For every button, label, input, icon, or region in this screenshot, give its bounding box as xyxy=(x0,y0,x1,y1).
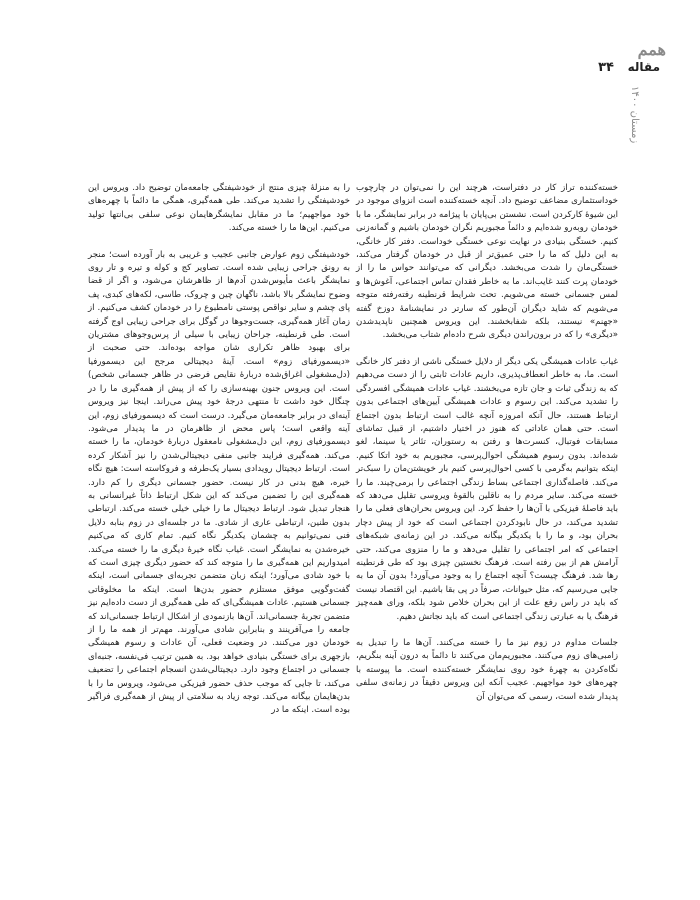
paragraph: جلسات مداوم در زوم نیز ما را خسته می‌کنند. آن‌ها ما را تبدیل به زامبی‌های زوم می‌کنند. مجبوریم‌مان می‌کنند تا دائماً به درون آینه بنگریم، نگاه‌کردن به چهرهٔ خود روی نمایشگر خسته‌کننده است. ما پیوسته با چهره‌های خود مواجهیم. عجیب آنکه این ویروس دقیقاً در زمانه‌ی سلفی پدیدار شده است، رسمی که می‌توان آن xyxy=(356,638,618,702)
magazine-logo: همم xyxy=(637,40,666,59)
paragraph: را به منزلهٔ چیزی منتج از خودشیفتگی جامعه‌مان توضیح داد. ویروس این خودشیفتگی را تشدید می‌کند. طی همه‌گیری، همگی ما دائماً با چهره‌های خود مواجهیم؛ ما در مقابل نمایشگرهایمان نوعی سلفی بی‌انتها تولید می‌کنیم. این‌ها ما را خسته می‌کند. xyxy=(88,183,350,234)
issue-season: زمستان ۱۴۰۰ xyxy=(629,86,640,144)
paragraph: خودشیفتگی زوم عوارض جانبی عجیب و غریبی به بار آورده است؛ منجر به رونق جراحی زیبایی شده است. تصاویر کج و کوله و تیره و تار روی نمایشگر باعث مأیوس‌شدن آدم‌ها از ظاهرشان می‌شود، و اگر از قضا وضوح نمایشگر بالا باشد، ناگهان چین و چروک، طاسی، لکه‌های کبدی، پف پای چشم و سایر نواقص پوستی نامطبوع را در خودمان کشف می‌کنیم. از زمان آغاز همه‌گیری، جست‌وجوها در گوگل برای جراحی زیبایی اوج گرفته است. طی قرنطینه، جراحان زیبایی با سیلی از پرس‌وجوهای مشتریان برای بهبود ظاهر تکراری شان مواجه بوده‌اند. حتی صحبت از «دیسمورفیای زوم» است. آینهٔ دیجیتالی مرجح این دیسمورفیا (دل‌مشغولی اغراق‌شده دربارهٔ نقایص فرضی در ظاهر جسمانی شخص) است. این ویروس جنون بهینه‌سازی را که از پیش از همه‌گیری ما را در چنگال خود داشت تا منتهی درجهٔ خود پیش می‌راند. اینجا نیز ویروس آینه‌ای در برابر جامعه‌مان می‌گیرد. درست است که دیسمورفیای زوم، این آینه واقعی است؛ پاس محض از ظاهرمان در ما پدیدار می‌شود. دیسمورفیای زوم، این دل‌مشغولی نامعقول دربارهٔ خودمان، ما را خسته می‌کند. همه‌گیری فرایند جانبی منفی دیجیتالی‌شدن را نیز آشکار کرده است. ارتباط دیجیتال رویدادی بسیار یک‌طرفه و فروکاسته است: هیچ نگاه خیره، هیچ بدنی در کار نیست. حضور جسمانی دیگری را کم دارد. همه‌گیری این را تضمین می‌کند که این شکل ارتباط ذاتاً غیرانسانی به هنجار تبدیل شود. ارتباط دیجیتال ما را خیلی خیلی خسته می‌کند. ارتباطی بدون طنین، ارتباطی عاری از شادی. ما در جلسه‌ای در زوم بنابه دلایل فنی نمی‌توانیم به چشمان یکدیگر نگاه کنیم. تمام کاری که می‌کنیم خیره‌شدن به نمایشگر است. غیاب نگاه خیرهٔ دیگری ما را خسته می‌کند. امیدواریم این همه‌گیری ما را متوجه کند که حضور دیگری چیزی است که با خود شادی می‌آورد؛ اینکه زبان متضمن تجربه‌ای جسمانی است، اینکه گفت‌وگویی موفق مستلزم حضور بدن‌ها است. اینکه ما مخلوقاتی جسمانی هستیم. عادات همیشگی‌ای که طی همه‌گیری از دست داده‌ایم نیز متضمن تجربهٔ جسمانی‌اند. آن‌ها بازنمودی از اشکال ارتباط جسمانی‌اند که جامعه را می‌آفرینند و بنابراین شادی می‌آورند. مهم‌تر از همه ما را از خودمان دور می‌کنند. در وضعیت فعلی، آن عادات و رسوم همیشگی بازجهری برای خستگی بنیادی خواهد بود. به همین ترتیب فی‌نفسه، جنبه‌ای جسمانی در اجتماع وجود دارد. دیجیتالی‌شدن انسجام اجتماعی را تضعیف می‌کند، تا جایی که موجب حذف حضور فیزیکی می‌شود، ویروس ما را با بدن‌هایمان بیگانه می‌کند. توجه زیاد به سلامتی از پیش از همه‌گیری فراگیر بوده است. اینکه ما در xyxy=(88,249,350,716)
text-column-left xyxy=(88,182,350,731)
paragraph: غیاب عادات همیشگی یکی دیگر از دلایل خستگی ناشی از دفتر کار خانگی است. ما، به خاطر انعطاف‌پذیری، داریم عادات ثابتی را از دست می‌دهیم که به زندگی ثبات و جان تازه می‌بخشند. غیاب عادات همیشگی افسردگی را تشدید می‌کند. این رسوم و عادات همیشگی آیین‌های اجتماعی بدون ارتباط هستند، حال آنکه امروزه آنچه غالب است ارتباط بدون اجتماع است. حتی همان عاداتی که هنوز در اختیار داشتیم، از قبیل تماشای مسابقات فوتبال، کنسرت‌ها و رفتن به رستوران، تئاتر یا سینما، لغو شده‌اند. بدون رسوم همیشگی احوال‌پرسی، مجبوریم به خود اتکا کنیم. اینکه بتوانیم به‌گرمی با کسی احوال‌پرسی کنیم بار خویشتن‌مان را سبک‌تر می‌کند. فاصله‌گذاری اجتماعی بساط زندگی اجتماعی را برمی‌چیند. ما را خسته می‌کند. سایر مردم را به ناقلین بالقوهٔ ویروسی تقلیل می‌دهد که باید فاصلهٔ فیزیکی با آن‌ها را حفظ کرد. این ویروس بحران‌های فعلی ما را تشدید می‌کند، در حال نابودکردن اجتماعی است که خود از پیش دچار بحران بود، و ما را با یکدیگر بیگانه می‌کند. در این زمانه‌ی شبکه‌های اجتماعی که امر اجتماعی را تقلیل می‌دهد و ما را منزوی می‌کند، حتی آرامش هم از بین رفته است. فرهنگ نخستین چیزی بود که طی قرنطینه رها شد. فرهنگ چیست؟ آنچه اجتماع را به وجود می‌آورد! بدون آن ما به جایی می‌رسیم که، مثل حیوانات، صرفاً در پی بقا باشیم. این اقتصاد نیست که باید در راس رفع علت از این بحران خلاص شود بلکه، ورای همه‌چیز فرهنگ یا به عبارتی زندگی اجتماعی است که باید نجاتش دهیم. xyxy=(356,356,618,622)
paragraph: خسته‌کننده تراز کار در دفتراست، هرچند این را نمی‌توان در چارچوب خوداستثماری مضاعف توضیح داد. آنچه خسته‌کننده است انزوای موجود در این شیوهٔ کارکردن است. نشستن بی‌پایان با پیژامه در برابر نمایشگر، ما با خودمان روبه‌رو شده‌ایم و دائماً مجبوریم نگران خودمان باشیم و گمانه‌زنی کنیم. خستگی بنیادی در نهایت نوعی خستگی خوداست. دفتر کار خانگی، به این دلیل که ما را حتی عمیق‌تر از قبل در خودمان گرفتار می‌کند، خستگی‌مان را شدت می‌بخشد. دیگرانی که می‌توانند حواس ما را از خودمان پرت کنند غایب‌اند. ما به خاطر فقدان تماس اجتماعی، آغوش‌ها و لمس جسمانی خسته می‌شویم. تحت شرایط قرنطینه رفته‌رفته متوجه می‌شویم که شاید دیگران آن‌طور که سارتر در نمایشنامهٔ دوزخ گفته «جهنم» نیستند، بلکه شفابخشند. این ویروس همچنین ناپدیدشدن «دیگری» را که در برون‌راندن دیگری شرح داده‌ام شتاب می‌بخشد. xyxy=(356,183,618,341)
text-column-right xyxy=(356,182,618,717)
section-label: مقاله xyxy=(627,60,660,74)
page-number: ۳۴ xyxy=(598,60,614,75)
